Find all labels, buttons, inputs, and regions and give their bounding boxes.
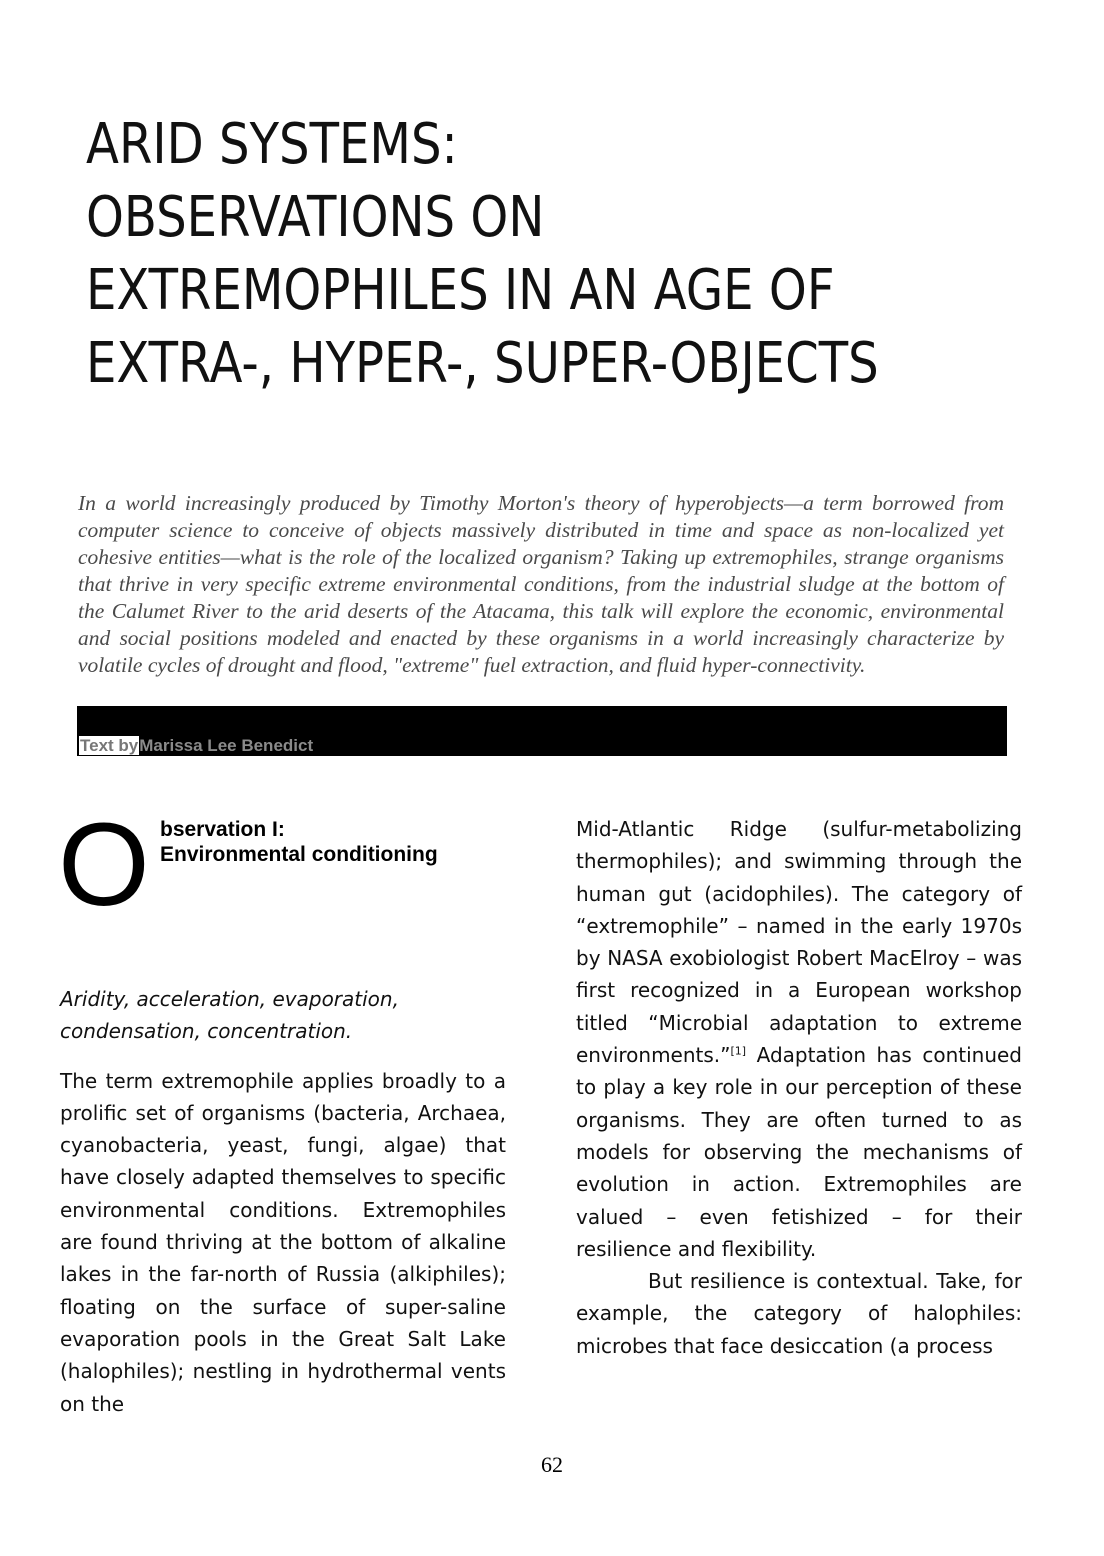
left-paragraph: The term extremophile applies broadly to a prolific set of organisms (bacteria, Archaea, cyanobacteria, yeast, fungi, algae) that have closely adapted themselves to specific environmental conditions. Extremophiles are found thriving at the bottom of alkaline lakes in the far-north of Russia (alkiphiles); floating on the surface of super-saline evaporation pools in the Great Salt Lake (halophiles); nestling in hydrothermal vents on the [60, 1068, 506, 1416]
right-paragraph-2: But resilience is contextual. Take, for example, the category of halophiles: microbes that face desiccation (a process [576, 1269, 1022, 1358]
drop-cap: O [58, 799, 150, 931]
article-title [86, 108, 912, 400]
paragraph-text: Mid-Atlantic Ridge (sulfur-metabolizing thermophiles); and swimming through the human gut (acidophiles). The category of “extremophile” – named in the early 1970s by NASA exobiologist Robert MacElroy – was first recognized in a European workshop titled “Microbial adaptation to extreme environments.” [576, 817, 1022, 1068]
byline-author: Marissa Lee Benedict [139, 736, 314, 755]
section-heading-line-1: bservation I: [160, 818, 285, 841]
right-paragraph-1 [576, 813, 1022, 1265]
page-number: 62 [541, 1452, 563, 1477]
paragraph-text: Adaptation has continued to play a key role in our perception of these organisms. They are often turned to as models for observing the mechanisms of evolution in action. Extremophiles are valued – even fetishized – for their resilience and flexibility. [576, 1043, 1022, 1261]
section-heading-line-2: Environmental conditioning [160, 843, 438, 866]
footnote-marker[interactable]: [1] [730, 1044, 747, 1058]
title-line-3: EXTREMOPHILES IN AN AGE OF [86, 258, 835, 323]
abstract: In a world increasingly produced by Timothy Morton's theory of hyperobjects—a term borrowed from computer science to conceive of objects massively distributed in time and space as non-localized yet cohesive entities—what is the role of the localized organism? Taking up extremophiles, strange organisms that thrive in very specific extreme environmental conditions, from the industrial sludge at the bottom of the Calumet River to the arid deserts of the Atacama, this talk will explore the economic, environmental and social positions modeled and enacted by these organisms in a world increasingly characterize by volatile cycles of drought and flood, "extreme" fuel extraction, and fluid hyper-connectivity. [78, 491, 1004, 677]
section-heading [160, 817, 438, 867]
section-subtitle: Aridity, acceleration, evaporation, condensation, concentration. [60, 987, 399, 1044]
right-column [576, 813, 1022, 1362]
title-line-4: EXTRA-, HYPER-, SUPER-OBJECTS [86, 331, 879, 396]
byline-prefix: Text by [80, 736, 139, 755]
left-column [60, 983, 506, 1420]
byline [79, 735, 313, 756]
title-line-1: ARID SYSTEMS: [86, 112, 458, 177]
title-line-2: OBSERVATIONS ON [86, 185, 545, 250]
